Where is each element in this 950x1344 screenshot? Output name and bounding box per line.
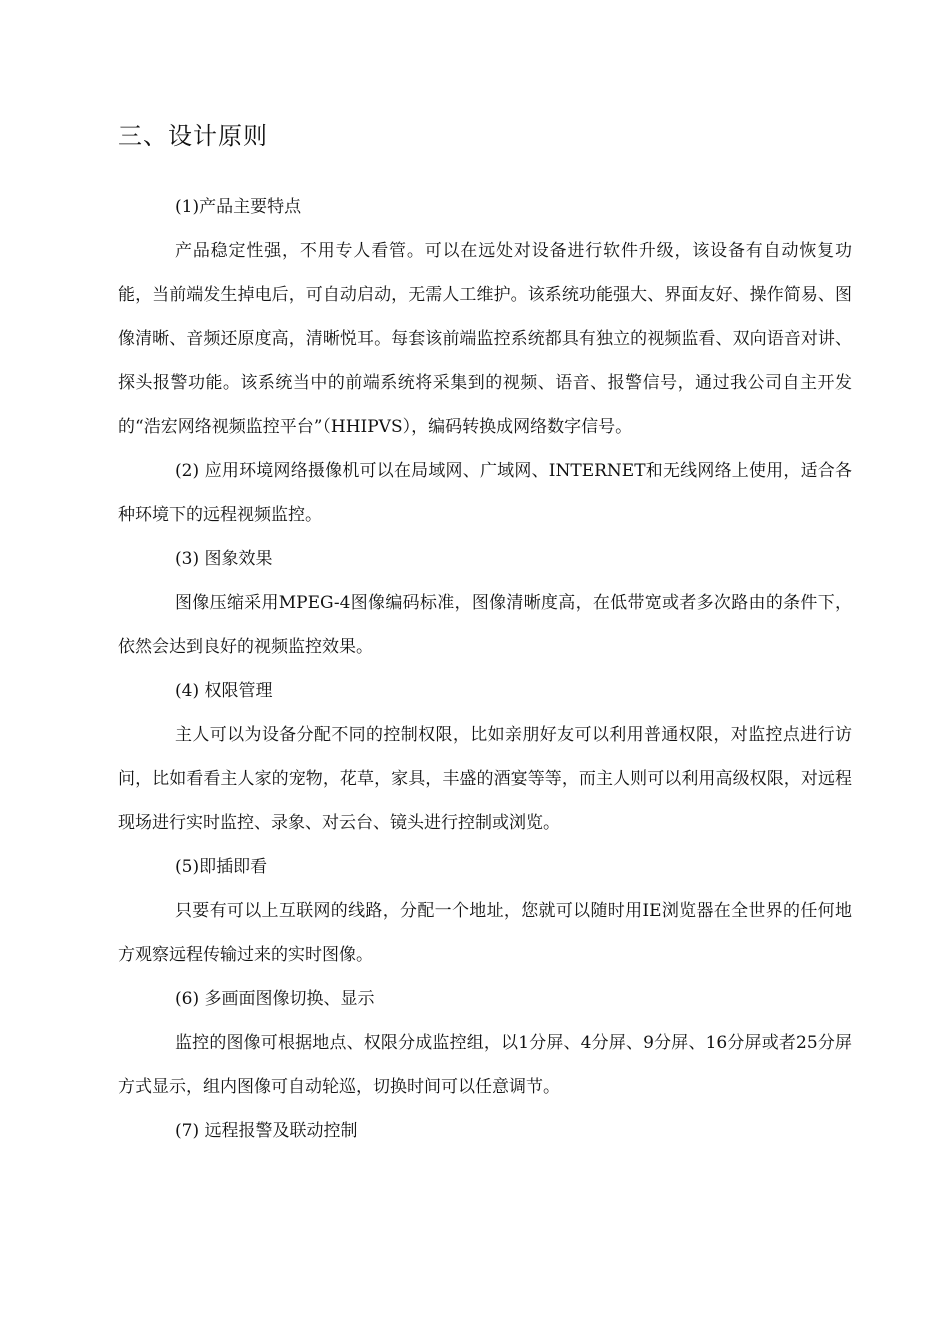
paragraph-3: 图像压缩采用MPEG-4图像编码标准，图像清晰度高，在低带宽或者多次路由的条件下，依然会达到良好的视频监控效果。 [118,593,852,657]
paragraph-4: 主人可以为设备分配不同的控制权限，比如亲朋好友可以利用普通权限，对监控点进行访问，比如看看主人家的宠物，花草，家具，丰盛的酒宴等等，而主人则可以利用高级权限，对远程现场进行实时监控、录象、对云台、镜头进行控制或浏览。 [118,725,852,833]
paragraph-5: 只要有可以上互联网的线路，分配一个地址，您就可以随时用IE浏览器在全世界的任何地方观察远程传输过来的实时图像。 [118,901,852,965]
subsection-title-6: (6) 多画面图像切换、显示 [175,989,375,1009]
subsection-title-1: (1)产品主要特点 [175,197,302,217]
subsection-title-4: (4) 权限管理 [175,681,273,701]
document-body [118,185,852,1153]
subsection-title-7: (7) 远程报警及联动控制 [175,1121,358,1141]
section-heading: 三、设计原则 [118,122,268,150]
paragraph-1: 产品稳定性强，不用专人看管。可以在远处对设备进行软件升级，该设备有自动恢复功能，当前端发生掉电后，可自动启动，无需人工维护。该系统功能强大、界面友好、操作简易、图像清晰、音频还原度高，清晰悦耳。每套该前端监控系统都具有独立的视频监看、双向语音对讲、探头报警功能。该系统当中的前端系统将采集到的视频、语音、报警信号，通过我公司自主开发的“浩宏网络视频监控平台”（HHIPVS），编码转换成网络数字信号。 [118,241,852,437]
subsection-title-5: (5)即插即看 [175,857,268,877]
paragraph-2: (2) 应用环境网络摄像机可以在局域网、广域网、INTERNET和无线网络上使用，适合各种环境下的远程视频监控。 [118,461,852,525]
subsection-title-3: (3) 图象效果 [175,549,273,569]
paragraph-6: 监控的图像可根据地点、权限分成监控组，以1分屏、4分屏、9分屏、16分屏或者25分屏方式显示，组内图像可自动轮巡，切换时间可以任意调节。 [118,1033,852,1097]
